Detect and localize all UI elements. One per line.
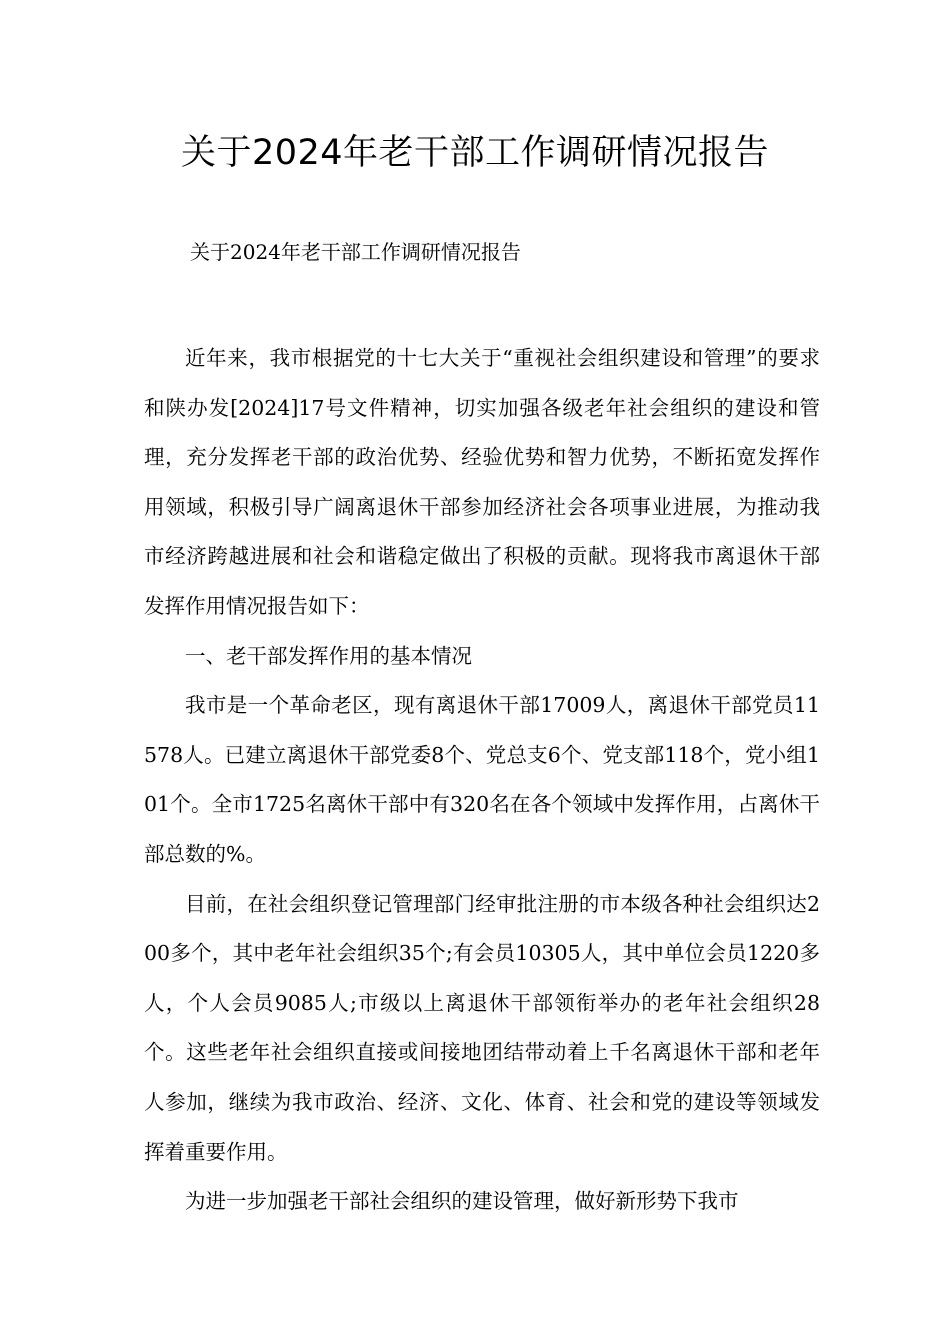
document-body (144, 334, 820, 1227)
paragraph-social-organizations: 目前，在社会组织登记管理部门经审批注册的市本级各种社会组织达200多个，其中老年社会组织35个;有会员10305人，其中单位会员1220多人，个人会员9085人;市级以上离退休干部领衔举办的老年社会组织28个。这些老年社会组织直接或间接地团结带动着上千名离退休干部和老年人参加，继续为我市政治、经济、文化、体育、社会和党的建设等领域发挥着重要作用。 (144, 891, 820, 1164)
document-subtitle: 关于2024年老干部工作调研情况报告 (190, 240, 521, 264)
document-title: 关于2024年老干部工作调研情况报告 (180, 133, 770, 173)
section-heading-basic-situation: 一、老干部发挥作用的基本情况 (185, 643, 472, 668)
paragraph-intro: 近年来，我市根据党的十七大关于“重视社会组织建设和管理”的要求和陕办发[2024]17号文件精神，切实加强各级老年社会组织的建设和管理，充分发挥老干部的政治优势、经验优势和智力优势，不断拓宽发挥作用领域，积极引导广阔离退休干部参加经济社会各项事业进展，为推动我市经济跨越进展和社会和谐稳定做出了积极的贡献。现将我市离退休干部发挥作用情况报告如下： (144, 346, 820, 618)
paragraph-further-strengthening: 为进一步加强老干部社会组织的建设管理，做好新形势下我市 (185, 1189, 739, 1214)
paragraph-cadre-statistics: 我市是一个革命老区，现有离退休干部17009人，离退休干部党员11578人。已建立离退休干部党委8个、党总支6个、党支部118个，党小组101个。全市1725名离休干部中有320名在各个领域中发挥作用，占离休干部总数的%。 (144, 693, 820, 866)
